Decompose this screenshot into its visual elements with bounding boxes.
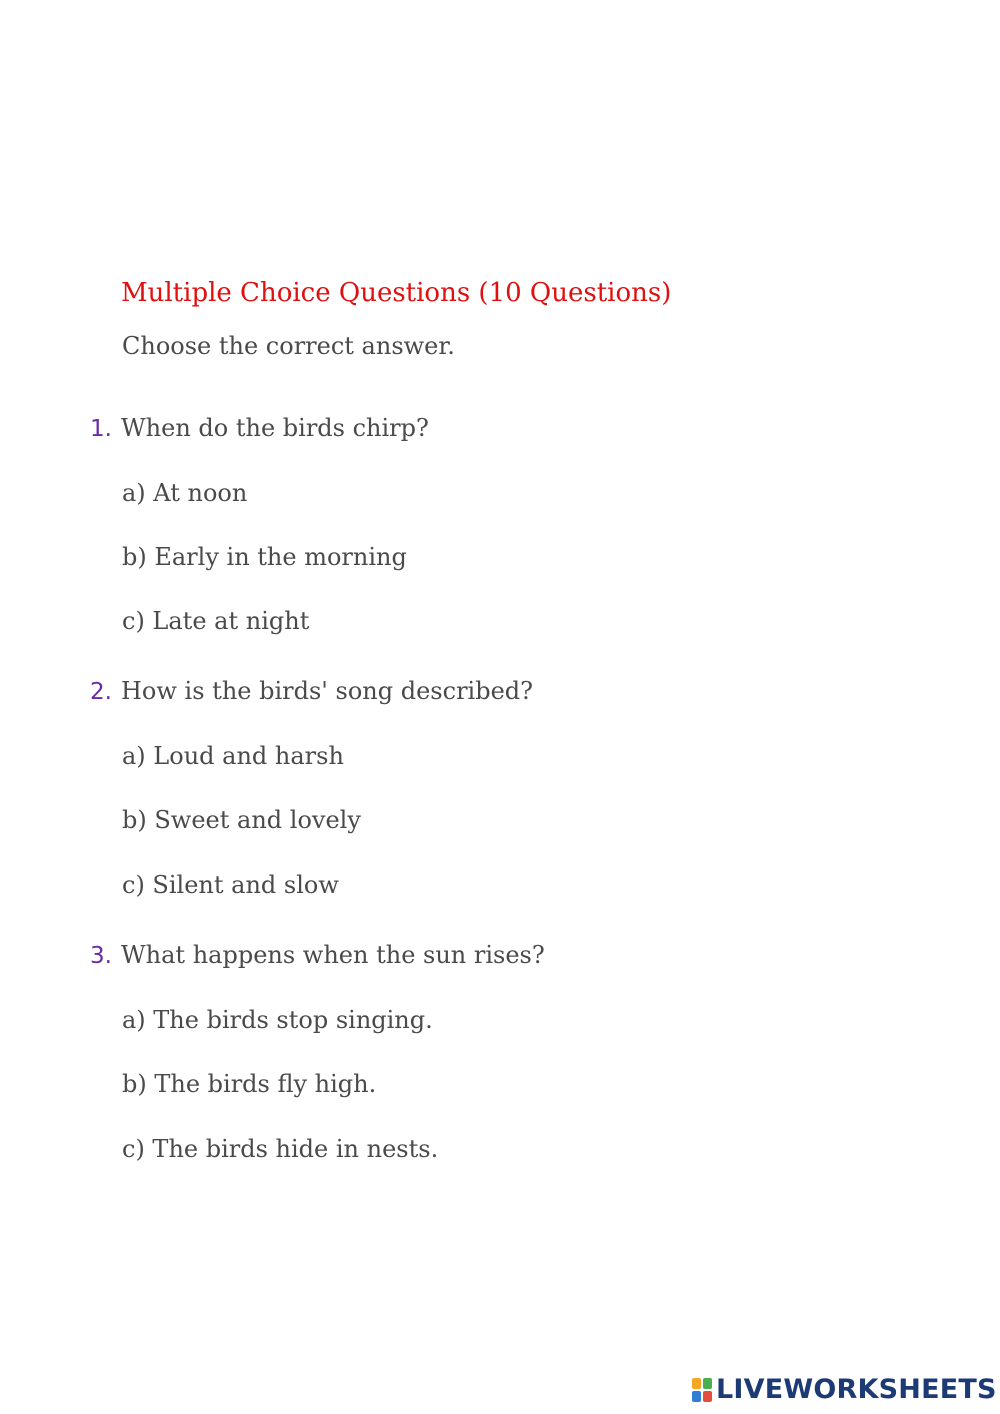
- logo-square-icon: [692, 1378, 701, 1389]
- option-3c: c) The birds hide in nests.: [122, 1135, 439, 1163]
- option-1a: a) At noon: [122, 479, 248, 507]
- option-2a: a) Loud and harsh: [122, 742, 344, 770]
- option-1b: b) Early in the morning: [122, 543, 407, 571]
- question-3: [90, 941, 545, 969]
- option-2c: c) Silent and slow: [122, 871, 339, 899]
- question-number: 2.: [90, 679, 112, 705]
- section-title: Multiple Choice Questions (10 Questions): [121, 278, 672, 308]
- logo-square-icon: [703, 1391, 712, 1402]
- logo-square-icon: [692, 1391, 701, 1402]
- question-text: What happens when the sun rises?: [121, 941, 545, 969]
- logo-square-icon: [703, 1378, 712, 1389]
- question-text: How is the birds' song described?: [121, 677, 534, 705]
- logo-text: LIVEWORKSHEETS: [716, 1374, 997, 1405]
- logo-mark-icon: [692, 1378, 712, 1402]
- option-1c: c) Late at night: [122, 607, 310, 635]
- question-number: 3.: [90, 943, 112, 969]
- option-3b: b) The birds fly high.: [122, 1070, 377, 1098]
- question-number: 1.: [90, 416, 112, 442]
- question-2: [90, 677, 533, 705]
- liveworksheets-logo: [692, 1374, 997, 1405]
- option-2b: b) Sweet and lovely: [122, 806, 361, 834]
- question-text: When do the birds chirp?: [121, 414, 429, 442]
- instruction-text: Choose the correct answer.: [122, 332, 455, 360]
- question-1: [90, 414, 429, 442]
- option-3a: a) The birds stop singing.: [122, 1006, 433, 1034]
